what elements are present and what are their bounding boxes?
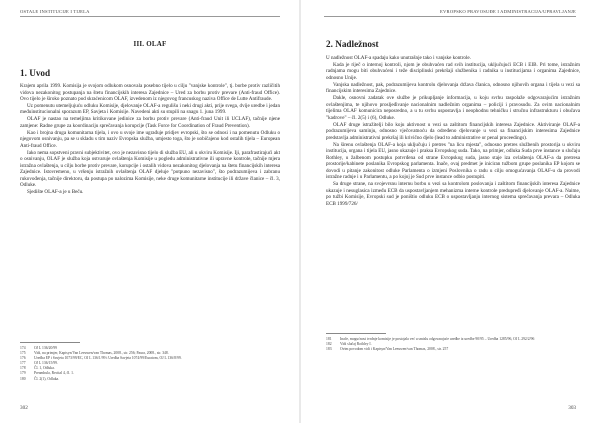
paragraph: Uz pomenutu utemeljujuću odluku Komisije, djelovanje OLAF-a regulišu i neki drugi akti, prije svega, dvije uredbe i jedan međuinstitucionalni sporazum EP, Savjeta i Komisije. Navedeni akti su stupili na snagu 1. juna 1999. — [20, 102, 280, 116]
header-rule-left — [20, 16, 280, 17]
paragraph: OLAF druge istražitelji bilo koju aktivnost u vezi sa zaštitom financijskih interesa Zajednice. Aktiviranje OLAF-a podrazumijeva saminju, odnosno vječovatnoću da određeno djelovanje u vezi sa financijskim interesima Zajednice predstavlja administrativni prekršaj ili krivično djelo (lead to administrative or penal proceedings). — [326, 121, 580, 141]
left-body — [20, 83, 280, 196]
footnote: 179 Preambula, Recital 4, čl. 1. — [20, 371, 74, 376]
paragraph: Kada je riječ o internoj kontroli, njom je obuhvaćen rad svih institucija, uključujući ECB i EIB. Pri tome, istražnim radnjama mogu biti obuhvaćeni i teže disciplinski prekršaji službenika i radnika u institucijama i organima Zajednice, odnosno Unije. — [326, 61, 580, 81]
running-head-right: EVROPSKO PRAVOSUĐE I ADMINISTRACIJA/UPRAVLJANJE — [440, 9, 576, 14]
page-number-right: 303 — [568, 405, 576, 411]
paragraph: Vanjska nadležnost, pak, podrazumijeva kontrolu djelovanja država članica, odnosno njihovih organa i tijela u vezi sa financijskim interesima Zajednice. — [326, 81, 580, 95]
paragraph: Kao i brojna druga komunitarna tijela, i ovo u svoje ime ugrađuje pridjev evropski, što se odnosi i na pomenutu Odluku o njegovom osnivanju, pa se u skladu s tim naziv Evropska služba, umjesto toga, što je uobičajeno kod ostalih tijela – European Anti-fraud Office. — [20, 129, 280, 149]
page-number-left: 302 — [20, 405, 28, 411]
footnote: 176 Uredba EP i Savjeta 1073/99/EC, OJ L 136/1/99 i Uredba Savjeta 1074/99/Euratom, OJ L 136/8/99. — [20, 356, 182, 361]
footnote: 180 Čl. 2(1), Odluka. — [20, 376, 60, 381]
paragraph: U nadležnost OLAF-a spadaju kako unutrašnje tako i vanjske kontrole. — [326, 55, 471, 61]
footnote-rule-left — [20, 342, 80, 343]
paragraph: Dakle, osnovni zadatak ove službe je prikupljanje informacija, u koju svrhu raspolaže odgovarajućim istražnim ovlaštenjima, te njihovo prosljeđivanje nacionalnim nadležnim organima – policiji i pravosuđu. Za ovim nacionalnim tijelima OLAF komunicira neposredno, a u tu svrhu uspostavlja i neophodnu tehničku i stručnu infrastrukturu i obučava "kadrove" – čl. 2(5) i (6), Odluke. — [326, 95, 580, 121]
footnote: 181 Inače, mogućnost tvrdnje komisije je postojala već u smislu odgovarajuće uredbe iz uredbe 90/95 – Uredba 1285/96, OJ L 292/2/96 — [326, 337, 535, 341]
paragraph: Sjedište OLAF-a je u Beču. — [27, 189, 84, 196]
footnote: 182 Vidi slučaj Rothley I. — [326, 342, 372, 347]
paragraph: Sa druge strane, na svojevrsnu internu borbu u vezi sa kontrolom poslovanja i zaštitom financijskih interesa Zajednice ukazuje i nesuglasica između ECB da uspostavljanjem mehanizma interne kontrole predupređi djelovanje OLAF-a. Naime, po tužbi Komisije, Evropski sud je poništio odluku ECB o uspostavljanju internog sistema sprečavanja prevara – Odluka ECB 1999/726/ — [326, 181, 580, 207]
paragraph: Na širenu ovlaštenja OLAF-a koja uključuju i pretres "na licu mjesta", odnosno pretres službenih prostorija u okviru institucija, organa i tijela EU, jasno ukazuje i praksa Evropskog suda. Tako, na primjer, odluka Suda prve instance u slučaju Rothley, u žalbenom postupku potvrđena od strane Evropskog suda, jasno staje iza ovlaštenja OLAF-a da pretresa prostorije/kabinete poslanika Evropskog parlamenta. Inače, ovaj predmet je iniciran tužbom grupe poslanika EP kojom se dovodi u pitanje zakonitost odluke Parlamenta o izmjeni Poslovnika o radu u cilju omogućavanja OLAF-u da provodi istražne radnje i u Parlamentu, a po kojoj je Sud prve instance odbio postupiti. — [326, 141, 580, 181]
footnote: 178 Čl. 1, Odluka. — [20, 366, 55, 371]
footnotes-left — [20, 346, 280, 382]
paragraph: OLAF je nastao na temeljima kritikovane jedinice za borbu protiv prevare (Anti-fraud Unit ili UCLAF), tačnije njene zamjene: Radne grupe za koordinaciju sprečavanja korupcije (Task Force for Coordination of Fraud Prevention). — [20, 116, 280, 129]
footnote: 174 OJ L 136/20/99 — [20, 346, 58, 350]
paragraph: Iako nema sopstveni pravni subjektivitet, ovo je nezavisno tijelo di služba EU, ali u okviru Komisije. Iji, parafrastirajući akt o osnivanju, OLAF je služba koja ostvaruje ovlaštenja Komisije u pogledu administrativne ili upravne kontrole, tačnije mjera istražna ovlaštenja, u cilju borbe protiv prevare, korupcije i ostalih vidova nezakonitog djelovanja na štetu financijskih interesa Zajednice. Istovremeno, u vršenju istražnih ovlaštenja OLAF djeluje "potpuno nezavisno", što podrazumijeva i zabranu rukovođenja, tačnije direktoru, da postupa po nalozima Komisije, neke druge komunitarne institucije ili države članice – čl. 3, Odluke. — [20, 149, 280, 189]
section-heading-left: 1. Uvod — [20, 68, 51, 78]
chapter-title: III. OLAF — [133, 40, 167, 48]
header-rule-right — [324, 16, 576, 17]
right-body — [326, 55, 580, 208]
paragraph: Krajem aprila 1999. Komisija je svojom odlukom osnovala posebno tijelo u cilju "vanjske kontrole", tj. borbe protiv različitih vidova nezakonitog postupanja na štetu financijskih interesa Zajednice – Ured za borbu protiv prevare (Anti-fraud Office). Ovo tijelo je široko poznato pod skraćenicom OLAF, izvedenom iz njegovog francuskog naziva Office de Lutte Antifraude. — [20, 83, 280, 103]
footnote: 183 Ovim povodom vidi i Kaptsyn/Van Leeuwen/van Thomas, 2008., str. 257 — [326, 347, 449, 352]
footnotes-right — [326, 337, 580, 352]
footnote: 175 Vidi, na primjer, Kaptsyn/Van Leeuwen/van Thomas, 2008., str. 256; Paura, 2008., str. 348. — [20, 351, 169, 356]
running-head-left: OSTALE INSTITUCIJE I TIJELA — [20, 9, 90, 14]
section-heading-right: 2. Nadležnost — [326, 39, 379, 49]
footnote-rule-right — [326, 333, 386, 334]
right-page — [300, 0, 600, 423]
footnote: 177 OJ L 136/15/99. — [20, 361, 58, 366]
